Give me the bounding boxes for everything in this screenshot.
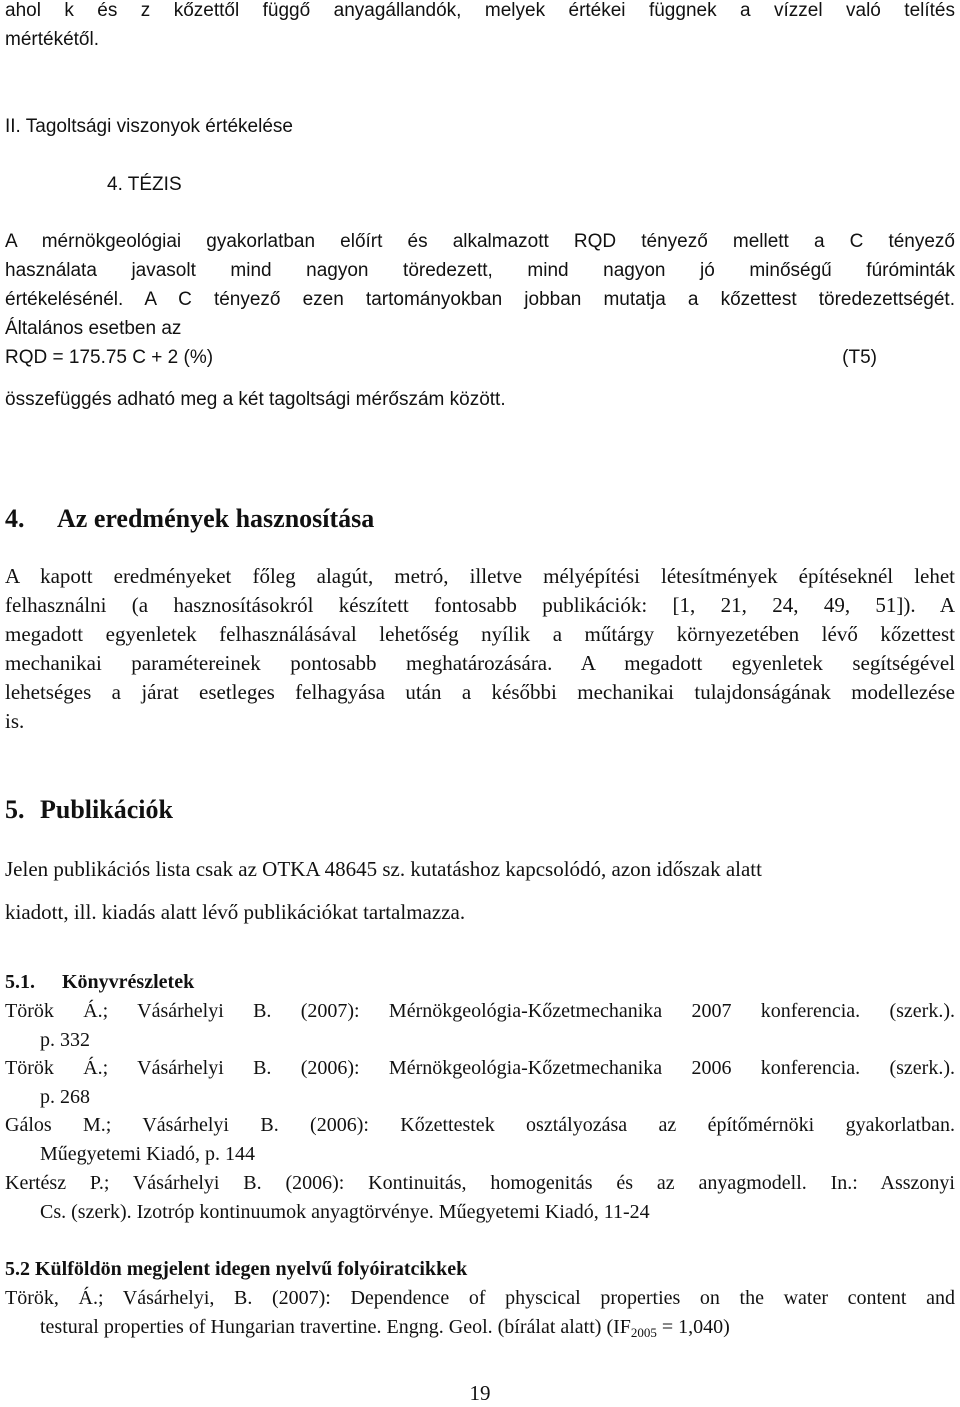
- thesis-line-2: használata javasolt mind nagyon töredezett, mind nagyon jó minőségű fúróminták: [5, 260, 955, 281]
- section-4-line-5: lehetséges a járat esetleges felhagyása után a későbbi mechanikai tulajdonságának modellezése: [5, 680, 955, 704]
- ref-2-line-2: p. 268: [40, 1086, 90, 1108]
- intro-line-2: mértékétől.: [5, 29, 99, 50]
- section-4-title: Az eredmények hasznosítása: [57, 504, 375, 533]
- thesis-formula: RQD = 175.75 C + 2 (%): [5, 347, 214, 368]
- section-4-line-3: megadott egyenletek felhasználásával lehetőség nyílik a műtárgy környezetében lévő kőzettest: [5, 622, 955, 646]
- section-5-number: 5.: [5, 795, 25, 824]
- section-5-heading: [5, 795, 955, 825]
- ref-5-if-value: = 1,040): [656, 1316, 730, 1338]
- section-4-line-4: mechanikai paramétereinek pontosabb meghatározására. A megadott egyenletek segítségével: [5, 651, 955, 675]
- ref-5-line-1: Török, Á.; Vásárhelyi, B. (2007): Dependence of physcical properties on the water content and: [5, 1287, 955, 1309]
- ref-4-line-2: Cs. (szerk). Izotróp kontinuumok anyagtörvénye. Műegyetemi Kiadó, 11-24: [40, 1201, 650, 1223]
- ref-1-line-2: p. 332: [40, 1029, 90, 1051]
- section-ii-heading: II. Tagoltsági viszonyok értékelése: [5, 116, 293, 137]
- thesis-heading: 4. TÉZIS: [107, 174, 182, 195]
- thesis-after: összefüggés adható meg a két tagoltsági mérőszám között.: [5, 389, 506, 410]
- page-number: 19: [469, 1381, 491, 1405]
- thesis-formula-row: [5, 347, 955, 369]
- thesis-line-1: A mérnökgeológiai gyakorlatban előírt és alkalmazott RQD tényező mellett a C tényező: [5, 231, 955, 252]
- thesis-formula-label: (T5): [842, 347, 877, 368]
- section-5-line-1: Jelen publikációs lista csak az OTKA 48645 sz. kutatáshoz kapcsolódó, azon időszak alatt: [5, 857, 762, 881]
- section-4-heading: [5, 504, 955, 534]
- ref-1-line-1: Török Á.; Vásárhelyi B. (2007): Mérnökgeológia-Kőzetmechanika 2007 konferencia. (szerk.).: [5, 1000, 955, 1022]
- ref-5-text: testural properties of Hungarian travertine. Engng. Geol. (bírálat alatt) (IF: [40, 1316, 631, 1338]
- section-4-number: 4.: [5, 504, 25, 533]
- ref-3-line-2: Műegyetemi Kiadó, p. 144: [40, 1143, 255, 1165]
- section-4-line-1: A kapott eredményeket főleg alagút, metró, illetve mélyépítési létesítmények építéseknél lehet: [5, 564, 955, 588]
- sub-5-1-title: Könyvrészletek: [62, 971, 195, 993]
- ref-3-line-1: Gálos M.; Vásárhelyi B. (2006): Kőzettestek osztályozása az építőmérnöki gyakorlatban.: [5, 1114, 955, 1136]
- section-5-title: Publikációk: [40, 795, 173, 824]
- ref-5-line-2: [40, 1316, 955, 1341]
- ref-4-line-1: Kertész P.; Vásárhelyi B. (2006): Kontinuitás, homogenitás és az anyagmodell. In.: Asszonyi: [5, 1172, 955, 1194]
- section-5-line-2: kiadott, ill. kiadás alatt lévő publikációkat tartalmazza.: [5, 900, 466, 924]
- section-4-line-2: felhasználni (a hasznosításokról készített fontosabb publikációk: [1, 21, 24, 49, 51]). A: [5, 593, 955, 617]
- intro-line-1: ahol k és z kőzettől függő anyagállandók, melyek értékei függnek a vízzel való telítés: [5, 0, 955, 21]
- thesis-line-3: értékelésénél. A C tényező ezen tartományokban jobban mutatja a kőzettest töredezettségét.: [5, 289, 955, 310]
- sub-5-1-heading: [5, 971, 955, 994]
- thesis-line-4: Általános esetben az: [5, 318, 182, 339]
- section-4-line-6: is.: [5, 709, 25, 733]
- sub-5-1-number: 5.1.: [5, 971, 35, 993]
- ref-2-line-1: Török Á.; Vásárhelyi B. (2006): Mérnökgeológia-Kőzetmechanika 2006 konferencia. (szerk.).: [5, 1057, 955, 1079]
- ref-5-if-year: 2005: [630, 1325, 657, 1340]
- sub-5-2-heading: 5.2 Külföldön megjelent idegen nyelvű folyóiratcikkek: [5, 1258, 468, 1280]
